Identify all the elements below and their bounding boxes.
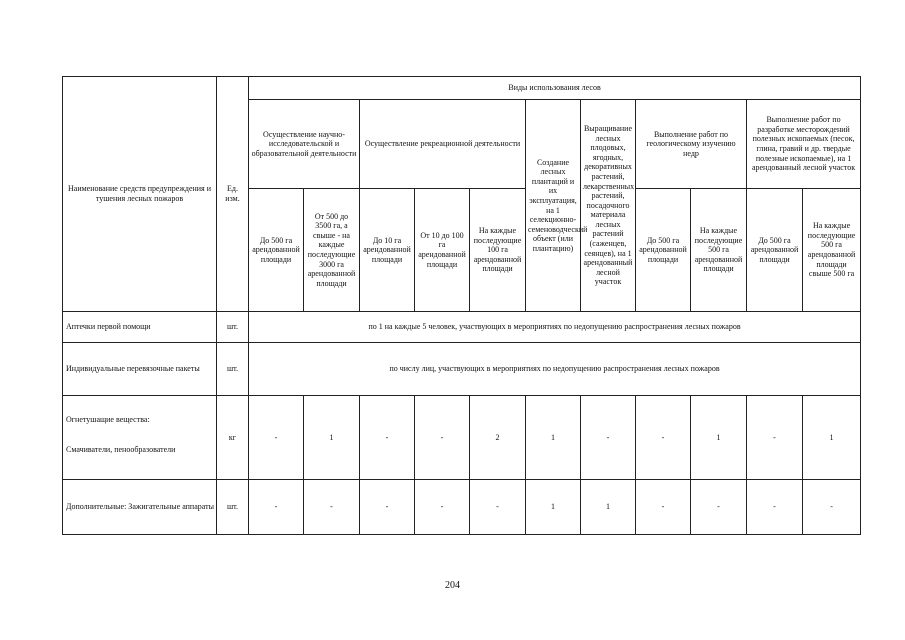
cell-value: - [747,396,803,480]
header-group-geology: Выполнение работ по геологическому изучению недр [636,100,747,189]
cell-value: 1 [304,396,360,480]
cell-value: - [304,480,360,535]
row-subitem-name: Смачиватели, пенообразователи [66,444,176,454]
cell-value: - [581,396,636,480]
cell-value: 1 [803,396,861,480]
cell-value: 1 [691,396,747,480]
cell-value: - [249,480,304,535]
row-section-title: Огнетушащие вещества: [66,414,150,424]
header-usage: Виды использования лесов [249,77,861,100]
header-sub: На каждые последующие 500 га арендованной площади свыше 500 га [803,189,861,312]
row-unit: кг [217,396,249,480]
cell-value: - [803,480,861,535]
header-group-plantations: Создание лесных плантаций и их эксплуатация, на 1 селекционно-семеноводческий объект (или плантацию) [526,100,581,312]
cell-value: - [636,480,691,535]
table-row [63,343,861,396]
cell-value: 1 [526,396,581,480]
header-unit: Ед. изм. [217,77,249,312]
row-name: Дополнительные: Зажигательные аппараты [63,480,217,535]
cell-value: 1 [581,480,636,535]
header-sub: До 500 га арендованной площади [249,189,304,312]
header-group-recreation: Осуществление рекреационной деятельности [360,100,526,189]
cell-value: - [360,480,415,535]
cell-value: - [691,480,747,535]
row-merged-value: по числу лиц, участвующих в мероприятиях по недопущению распространения лесных пожаров [249,343,861,396]
header-name: Наименование средств предупреждения и тушения лесных пожаров [63,77,217,312]
header-sub: До 500 га арендованной площади [636,189,691,312]
row-name [63,396,217,480]
cell-value: - [360,396,415,480]
row-unit: шт. [217,312,249,343]
header-sub: На каждые последующие 100 га арендованной площади [470,189,526,312]
cell-value: - [636,396,691,480]
header-sub: До 500 га арендованной площади [747,189,803,312]
cell-value: 1 [526,480,581,535]
row-unit: шт. [217,480,249,535]
row-name: Индивидуальные перевязочные пакеты [63,343,217,396]
header-group-growing: Выращивание лесных плодовых, ягодных, декоративных растений, лекарственных растений, посадочного материала лесных растений (саженцев, сеянцев), на 1 арендованный лесной участок [581,100,636,312]
cell-value: - [415,480,470,535]
header-sub: На каждые последующие 500 га арендованной площади [691,189,747,312]
header-sub: От 500 до 3500 га, а свыше - на каждые последующие 3000 га арендованной площади [304,189,360,312]
header-sub: До 10 га арендованной площади [360,189,415,312]
header-group-science: Осуществление научно-исследовательской и образовательной деятельности [249,100,360,189]
cell-value: - [747,480,803,535]
row-unit: шт. [217,343,249,396]
cell-value: - [470,480,526,535]
table-row [63,396,861,480]
page-number: 204 [445,580,460,591]
header-group-mining: Выполнение работ по разработке месторождений полезных ископаемых (песок, глина, гравий и др. твердые полезные ископаемые), на 1 арендованный лесной участок [747,100,861,189]
cell-value: - [415,396,470,480]
header-sub: От 10 до 100 га арендованной площади [415,189,470,312]
cell-value: - [249,396,304,480]
cell-value: 2 [470,396,526,480]
norms-table [62,76,861,535]
row-name: Аптечки первой помощи [63,312,217,343]
table-row [63,312,861,343]
row-merged-value: по 1 на каждые 5 человек, участвующих в мероприятиях по недопущению распространения лесных пожаров [249,312,861,343]
table-row [63,480,861,535]
